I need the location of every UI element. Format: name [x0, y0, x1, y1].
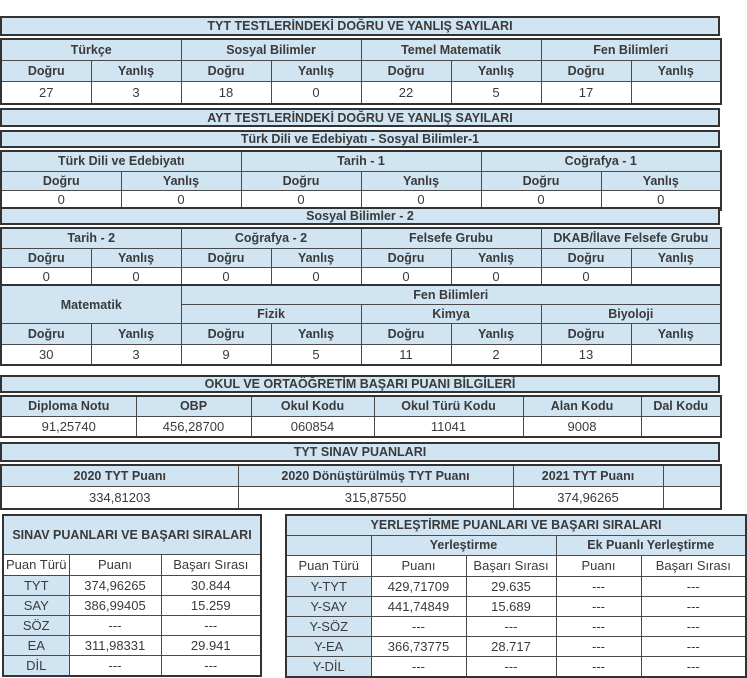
value-cell: ---: [371, 657, 466, 678]
score-cell: 0: [451, 268, 541, 288]
ayt-section1-table: [0, 150, 722, 211]
table-row: [286, 657, 746, 678]
row-header: TYT: [3, 576, 69, 596]
column-header: Puan Türü: [286, 556, 371, 577]
row-header: Y-EA: [286, 637, 371, 657]
row-header: SÖZ: [3, 616, 69, 636]
value-cell: 429,71709: [371, 577, 466, 597]
sinav-table-title: SINAV PUANLARI VE BAŞARI SIRALARI: [3, 515, 261, 555]
value-cell: 334,81203: [1, 487, 238, 510]
value-cell: 374,96265: [69, 576, 161, 596]
table-row: [286, 637, 746, 657]
value-cell: ---: [556, 637, 641, 657]
score-cell: 17: [541, 82, 631, 105]
column-header: Puanı: [556, 556, 641, 577]
row-header: EA: [3, 636, 69, 656]
table-row: [286, 536, 746, 556]
column-header: Doğru: [541, 61, 631, 82]
group-header: Tarih - 2: [1, 228, 181, 249]
score-cell: [631, 345, 721, 366]
column-header: Yanlış: [91, 249, 181, 268]
score-cell: 22: [361, 82, 451, 105]
score-cell: 0: [361, 191, 481, 211]
table-row: [1, 61, 721, 82]
row-header: Y-TYT: [286, 577, 371, 597]
score-cell: 11: [361, 345, 451, 366]
column-header: Okul Kodu: [251, 396, 374, 417]
table-row: [1, 285, 721, 305]
okul-table-title: OKUL VE ORTAÖĞRETİM BAŞARI PUANI BİLGİLERİ: [0, 375, 720, 393]
table-row: [1, 487, 721, 510]
column-header: Yanlış: [271, 61, 361, 82]
column-header: Puanı: [69, 555, 161, 576]
score-cell: 5: [271, 345, 361, 366]
value-cell: 29.635: [466, 577, 556, 597]
value-cell: [663, 487, 721, 510]
table-row: [1, 228, 721, 249]
column-header: Yanlış: [271, 249, 361, 268]
column-header: Doğru: [241, 172, 361, 191]
column-header: Puan Türü: [3, 555, 69, 576]
score-cell: 0: [181, 268, 271, 288]
score-cell: 2: [451, 345, 541, 366]
ayt-table-title: AYT TESTLERİNDEKİ DOĞRU VE YANLIŞ SAYILARI: [0, 108, 720, 127]
group-header-matematik: Matematik: [1, 285, 181, 324]
value-cell: 311,98331: [69, 636, 161, 656]
table-row: [1, 396, 721, 417]
table-row: [3, 555, 261, 576]
value-cell: 315,87550: [238, 487, 513, 510]
column-header: Doğru: [181, 324, 271, 345]
table-row: [286, 515, 746, 536]
row-header: Y-DİL: [286, 657, 371, 678]
score-cell: 0: [271, 268, 361, 288]
table-row: [1, 172, 721, 191]
column-header: Doğru: [181, 61, 271, 82]
group-header-ek-puanli: Ek Puanlı Yerleştirme: [556, 536, 746, 556]
yerlestirme-puanlari-table: [285, 514, 747, 678]
value-cell: ---: [161, 616, 261, 636]
group-header: Sosyal Bilimler: [181, 39, 361, 61]
table-row: [3, 616, 261, 636]
ayt-section2-table: [0, 227, 722, 288]
score-cell: 3: [91, 82, 181, 105]
value-cell: ---: [69, 616, 161, 636]
column-header: Doğru: [181, 249, 271, 268]
value-cell: 374,96265: [513, 487, 663, 510]
score-cell: 27: [1, 82, 91, 105]
table-row: [3, 515, 261, 555]
row-header: Y-SÖZ: [286, 617, 371, 637]
group-header: Felsefe Grubu: [361, 228, 541, 249]
column-header: Yanlış: [631, 324, 721, 345]
value-cell: ---: [641, 637, 746, 657]
column-header: Doğru: [1, 324, 91, 345]
score-cell: 0: [541, 268, 631, 288]
column-header: Doğru: [541, 324, 631, 345]
value-cell: ---: [556, 577, 641, 597]
score-cell: 30: [1, 345, 91, 366]
column-header: Dal Kodu: [641, 396, 721, 417]
score-cell: [631, 82, 721, 105]
value-cell: ---: [161, 656, 261, 677]
column-header: Doğru: [481, 172, 601, 191]
score-cell: 0: [121, 191, 241, 211]
sinav-puanlari-table: [2, 514, 262, 677]
value-cell: ---: [556, 617, 641, 637]
score-cell: 0: [241, 191, 361, 211]
table-row: [1, 82, 721, 105]
column-header: Doğru: [361, 61, 451, 82]
group-header: Fizik: [181, 305, 361, 324]
group-header: Fen Bilimleri: [541, 39, 721, 61]
table-row: [3, 576, 261, 596]
row-header: DİL: [3, 656, 69, 677]
group-header: Temel Matematik: [361, 39, 541, 61]
score-cell: 13: [541, 345, 631, 366]
column-header: Yanlış: [451, 61, 541, 82]
value-cell: 386,99405: [69, 596, 161, 616]
column-header: Yanlış: [91, 324, 181, 345]
value-cell: 456,28700: [136, 417, 251, 438]
column-header: OBP: [136, 396, 251, 417]
group-header: Tarih - 1: [241, 151, 481, 172]
score-cell: 9: [181, 345, 271, 366]
row-header: Y-SAY: [286, 597, 371, 617]
column-header: [663, 465, 721, 487]
column-header: 2021 TYT Puanı: [513, 465, 663, 487]
column-header: Yanlış: [631, 61, 721, 82]
value-cell: ---: [69, 656, 161, 677]
score-cell: 3: [91, 345, 181, 366]
column-header: Diploma Notu: [1, 396, 136, 417]
value-cell: 366,73775: [371, 637, 466, 657]
score-cell: 0: [481, 191, 601, 211]
column-header: Yanlış: [121, 172, 241, 191]
table-row: [1, 249, 721, 268]
value-cell: ---: [466, 657, 556, 678]
column-header: Yanlış: [271, 324, 361, 345]
value-cell: ---: [641, 657, 746, 678]
column-header: 2020 Dönüştürülmüş TYT Puanı: [238, 465, 513, 487]
table-row: [1, 465, 721, 487]
row-header: SAY: [3, 596, 69, 616]
tyt-puan-table: [0, 464, 722, 510]
value-cell: 15.689: [466, 597, 556, 617]
score-cell: 18: [181, 82, 271, 105]
table-row: [286, 617, 746, 637]
table-row: [1, 39, 721, 61]
value-cell: [641, 417, 721, 438]
value-cell: 30.844: [161, 576, 261, 596]
ayt-section1-subtitle: Türk Dili ve Edebiyatı - Sosyal Bilimler-1: [0, 130, 720, 148]
table-row: [1, 417, 721, 438]
value-cell: 29.941: [161, 636, 261, 656]
column-header: 2020 TYT Puanı: [1, 465, 238, 487]
score-cell: 0: [361, 268, 451, 288]
table-row: [3, 656, 261, 677]
column-header: Başarı Sırası: [466, 556, 556, 577]
ayt-section3-table: [0, 284, 722, 366]
table-row: [286, 556, 746, 577]
score-cell: 0: [1, 268, 91, 288]
column-header: Başarı Sırası: [641, 556, 746, 577]
column-header: Doğru: [541, 249, 631, 268]
value-cell: ---: [556, 657, 641, 678]
yerlestirme-table-title: YERLEŞTİRME PUANLARI VE BAŞARI SIRALARI: [286, 515, 746, 536]
column-header: Yanlış: [631, 249, 721, 268]
group-header-fen: Fen Bilimleri: [181, 285, 721, 305]
group-header: Türkçe: [1, 39, 181, 61]
value-cell: ---: [641, 617, 746, 637]
value-cell: 441,74849: [371, 597, 466, 617]
table-row: [3, 636, 261, 656]
group-header: Türk Dili ve Edebiyatı: [1, 151, 241, 172]
group-header: Biyoloji: [541, 305, 721, 324]
value-cell: 9008: [523, 417, 641, 438]
tyt-table: [0, 38, 722, 105]
value-cell: ---: [641, 577, 746, 597]
score-cell: 0: [601, 191, 721, 211]
column-header: Yanlış: [91, 61, 181, 82]
column-header: Doğru: [361, 249, 451, 268]
score-cell: 0: [91, 268, 181, 288]
table-row: [286, 577, 746, 597]
table-row: [1, 345, 721, 366]
column-header: Yanlış: [451, 324, 541, 345]
group-header-yerlestirme: Yerleştirme: [371, 536, 556, 556]
group-header: Kimya: [361, 305, 541, 324]
column-header: Alan Kodu: [523, 396, 641, 417]
table-row: [286, 597, 746, 617]
table-row: [1, 324, 721, 345]
column-header: Başarı Sırası: [161, 555, 261, 576]
tyt-table-title: TYT TESTLERİNDEKİ DOĞRU VE YANLIŞ SAYILARI: [0, 16, 720, 36]
column-header: Okul Türü Kodu: [374, 396, 523, 417]
value-cell: 91,25740: [1, 417, 136, 438]
column-header: Doğru: [361, 324, 451, 345]
column-header: Yanlış: [601, 172, 721, 191]
column-header: Doğru: [1, 249, 91, 268]
score-cell: 0: [271, 82, 361, 105]
column-header: Yanlış: [361, 172, 481, 191]
tyt-puan-table-title: TYT SINAV PUANLARI: [0, 442, 720, 462]
column-header: Doğru: [1, 172, 121, 191]
value-cell: 28.717: [466, 637, 556, 657]
column-header: Puanı: [371, 556, 466, 577]
value-cell: ---: [371, 617, 466, 637]
value-cell: 060854: [251, 417, 374, 438]
score-cell: 0: [1, 191, 121, 211]
column-header: Yanlış: [451, 249, 541, 268]
ayt-section2-subtitle: Sosyal Bilimler - 2: [0, 207, 720, 225]
group-header: Coğrafya - 1: [481, 151, 721, 172]
okul-table: [0, 395, 722, 438]
value-cell: 15.259: [161, 596, 261, 616]
group-header: DKAB/İlave Felsefe Grubu: [541, 228, 721, 249]
group-header: Coğrafya - 2: [181, 228, 361, 249]
value-cell: ---: [556, 597, 641, 617]
table-row: [3, 596, 261, 616]
value-cell: 11041: [374, 417, 523, 438]
empty-header-cell: [286, 536, 371, 556]
score-cell: 5: [451, 82, 541, 105]
value-cell: ---: [641, 597, 746, 617]
value-cell: ---: [466, 617, 556, 637]
column-header: Doğru: [1, 61, 91, 82]
table-row: [1, 151, 721, 172]
